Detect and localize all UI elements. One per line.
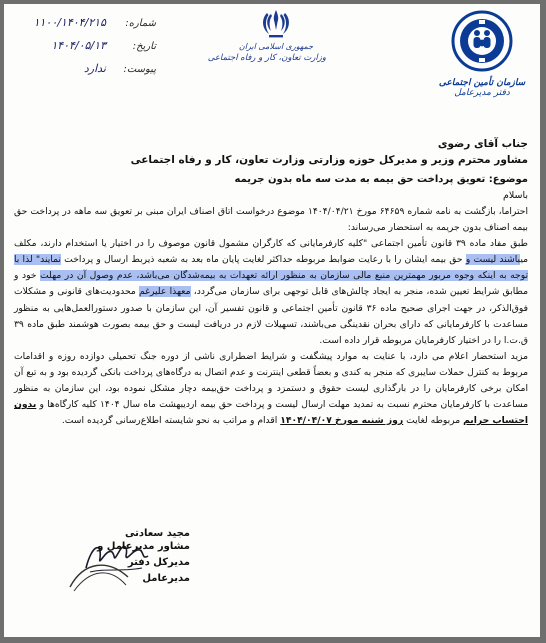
- attachment-label: پیوست:: [123, 64, 156, 75]
- p2-text-a: طبق مفاد ماده ۳۹ قانون تأمین اجتماعی "کلیه کارفرمایانی که کارگران مشمول قانون موصوف را در اختیار یا استخدام دارند، مکلف می: [14, 238, 529, 266]
- p2-text-b: حق بیمه ایشان را با رعایت ضوابط مربوطه حداکثر لغایت پایان ماه بعد به شعبه ذیربط ارسال و پرداخت: [60, 254, 466, 266]
- signer-position-2: مدیرعامل: [142, 573, 190, 584]
- emblem-line2: وزارت تعاون، کار و رفاه اجتماعی: [207, 53, 326, 63]
- date-row: [16, 39, 156, 62]
- addressee-name: جناب آقای رضوی: [437, 138, 528, 150]
- subject-line: [14, 172, 528, 188]
- letter-page: [4, 4, 540, 637]
- p2-highlight-3: معهذا علیرغم: [139, 286, 191, 298]
- date-value: ۱۴۰۴/۰۵/۱۳: [51, 39, 106, 52]
- emblem-line1: جمهوری اسلامی ایران: [238, 42, 314, 51]
- p3-no-penalty: بدون احتساب جرایم: [14, 399, 528, 427]
- paragraph-3: [14, 349, 528, 429]
- p3-text-b: مربوطه لغایت: [403, 415, 464, 427]
- addressee-title: مشاور محترم وزیر و مدیرکل حوزه وزارتی وزارت تعاون، کار و رفاه اجتماعی: [130, 154, 528, 166]
- logo-line1: سازمان تأمین اجتماعی: [438, 78, 526, 88]
- logo-line2: دفتر مدیرعامل: [454, 88, 510, 98]
- subject-label: موضوع:: [488, 174, 528, 185]
- organization-logo: [432, 10, 532, 98]
- attachment-value: ندارد: [83, 62, 106, 75]
- greeting: باسلام: [502, 190, 528, 201]
- signature-block: [70, 528, 190, 587]
- p3-text-c: اقدام و مراتب به نحو شایسته اطلاع‌رسانی گردیده است.: [61, 415, 281, 427]
- subject-text: تعویق پرداخت حق بیمه به مدت سه ماه بدون جریمه: [234, 174, 486, 185]
- signer-name: مجید سعادتی: [125, 528, 190, 539]
- number-value: ۱۱۰۰/۱۴۰۴/۲۱۵: [33, 16, 106, 29]
- attachment-row: [16, 62, 156, 85]
- letter-body: [14, 136, 528, 429]
- signer-position-1: مشاور مدیرعامل و مدیرکل دفتر: [97, 541, 190, 568]
- p2-highlight-2: نمایند" لذا با توجه به اینکه وجوه مربور مهمترین منبع مالی سازمان به منظور ارائه تعهدات به بیمه‌شدگان می‌باشد، عدم وصول آن در مهلت: [14, 254, 528, 282]
- iran-emblem: [207, 8, 326, 63]
- paragraph-1: احتراما، بازگشت به نامه شماره ۶۴۶۵۹ مورخ ۱۴۰۴/۰۴/۲۱ موضوع درخواست اتاق اصناف ایران مبنی بر تعویق سه ماهه در پرداخت حق بیمه اصناف بدون جریمه به استحضار می‌رساند:: [14, 206, 528, 234]
- p3-deadline: روز شنبه مورخ ۱۴۰۴/۰۴/۰۷: [280, 415, 404, 427]
- paragraph-2: [14, 236, 528, 349]
- letter-meta: [16, 16, 156, 85]
- number-label: شماره:: [125, 18, 156, 29]
- p2-text-c: خود و مطابق شرایط تعیین شده، منجر به ایجاد چالش‌های قابل توجهی برای سازمان می‌گردد،: [14, 270, 529, 298]
- date-label: تاریخ:: [132, 41, 156, 52]
- p2-highlight-1: باشند لیست و: [465, 254, 521, 266]
- emblem-icon: [261, 8, 291, 40]
- tamin-logo-icon: [451, 10, 513, 72]
- p3-text-a: مزید استحضار اعلام می دارد، با عنایت به موارد پیشگفت و شرایط اضطراری ناشی از دوره جنگ تحمیلی دوازده روزه و اقدامات مربوط به کنترل حملات سایبری که منجر به کندی و بعضاً قطعی اینترنت و عدم اتصال به درگاه‌های پرداخت بانکی گردیده بود و به تبع آن امکان برخی کارفرمایان را در بارگذاری لیست حقوق و دستمزد و پرداخت حق‌بیمه دچار مشکل نموده بود، این سازمان به منظور مساعدت با کارفرمایان محترم نسبت به تمدید مهلت ارسال لیست و پرداخت حق بیمه اردیبهشت ماه سال ۱۴۰۴ کلیه کارگاه‌ها و: [14, 350, 528, 411]
- p2-text-d: محدودیت‌های قانونی و مشکلات فوق‌الذکر، در جهت اجرای صحیح ماده ۳۶ قانون تأمین اجتماعی و قانون تفسیر آن، این سازمان با صدور دستورالعمل‌هایی به منظور مساعدت با کارفرمایانی که دارای بحران نقدینگی می‌باشند، تسهیلات لازم در دریافت لیست و حق بیمه بصورت هوشمند طبق ماده ۳۹ ق.ت.ا را در اختیار کارفرمایان مربوطه قرار داده است.: [14, 286, 528, 346]
- number-row: [16, 16, 156, 39]
